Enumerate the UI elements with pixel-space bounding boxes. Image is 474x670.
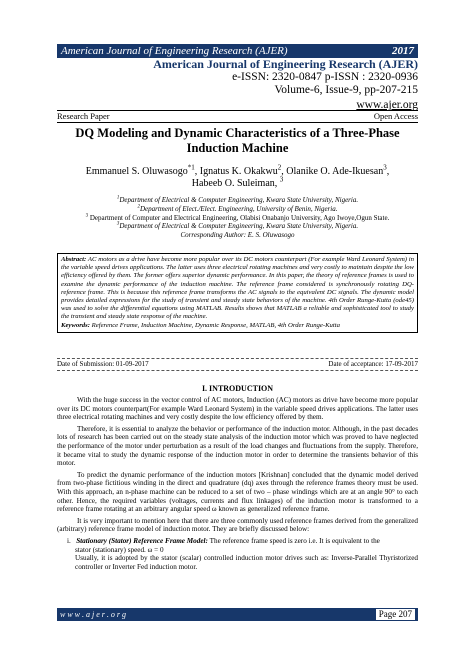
journal-title: American Journal of Engineering Research (AJER) <box>153 57 418 71</box>
body-text <box>57 384 418 571</box>
dates-section <box>57 358 418 371</box>
issn: e-ISSN: 2320-0847 p-ISSN : 2320-0936 <box>232 71 418 83</box>
paragraph: It is very important to mention here that there are three commonly used reference frames derived from the generalized (arbitrary) reference frame model of induction motor. They are briefly discussed below: <box>57 516 418 534</box>
submission-date: Date of Submission: 01-09-2017 <box>57 360 149 368</box>
equation-line: stator (stationary) speed. ω = 0 <box>75 545 164 554</box>
affiliation-3: $^3$ Department of Computer and Electrical Engineering, Olabisi Onabanjo University, Ago Iwoye,Ogun State. <box>85 213 390 222</box>
author-list: Emmanuel S. Oluwasogo$^{*1}$, Ignatus K. Okakwu$^2$, Olanike O. Ade-Ikuesan$^3$, Habeeb O. Suleiman, $^3$ <box>85 163 390 189</box>
keywords <box>61 322 414 330</box>
abstract-text: AC motors as a drive have become more popular over its DC motors counterpart (For example Ward Leonard System) in the variable speed drives applications. The latter uses three electrical rotating machines and very costly to maintain despite the low efficiency offered by them. The former offers superior dynamic performance. In this paper, the theory of reference frames is used to examine the dynamic performance of the induction machine. The reference frame considered is synchronously rotating DQ-reference frame. This is because this reference frame transforms the AC signals to the equivalent DC signals. The dynamic model provides detailed expressions for the study of transient and steady state behaviors of the machine. 4th Order Runge-Kutta (ode45) was used to solve the differential equations using MATLAB. Results shows that MATLAB a reliable and sophisticated tool to study the transient and steady state response of the machine. <box>61 256 414 321</box>
access-type: Open Access <box>373 111 418 121</box>
abstract-box <box>57 253 418 333</box>
keywords-label: Keywords: <box>61 321 90 329</box>
journal-banner-year: 2017 <box>392 45 414 57</box>
paragraph: Therefore, it is essential to analyze the behavior or performance of the induction motor. Although, in the past decades lots of research has been carried out on the steady state analysis of the induction motor which was proved to have neglected the performance of the motor under perturbation as a result of the load changes and fluctuations from the supply. Therefore, it became vital to study the dynamic response of the induction motor in order to determine the transients behavior of this motor. <box>57 424 418 468</box>
affiliations <box>57 196 418 240</box>
paragraph: With the huge success in the vector control of AC motors, Induction (AC) motors as drive have become more popular over its DC motors counterpart(For example Ward Leonard System) in the variable speed drives applications. The latter uses three electrical rotating machines and very costly despite the low efficiency offered by them. <box>57 396 418 422</box>
paper-type-bar <box>57 110 418 123</box>
page-number: Page 207 <box>376 609 415 620</box>
abstract-label: Abstract: <box>61 256 87 263</box>
affiliation-1: $^1$Department of Electrical & Computer Engineering, Kwara State University, Nigeria. <box>116 195 359 204</box>
paper-type: Research Paper <box>57 111 110 121</box>
divider <box>57 370 418 371</box>
list-item-title: Stationary (Stator) Reference Frame Model: <box>76 536 208 545</box>
journal-banner <box>57 44 418 58</box>
page-footer <box>57 608 418 621</box>
affiliation-4: $^3$Department of Electrical & Computer Engineering, Kwara State University, Nigeria. <box>116 222 359 231</box>
volume-info: Volume-6, Issue-9, pp-207-215 <box>274 84 418 96</box>
paper-title: DQ Modeling and Dynamic Characteristics of a Three-Phase Induction Machine <box>75 126 400 155</box>
journal-website-link[interactable]: www.ajer.org <box>356 99 418 111</box>
paragraph: Usually, it is adopted by the stator (scalar) controlled induction motor drives such as: Inverse-Parallel Thyristorized controller or Inverter Fed induction motor. <box>75 554 418 571</box>
paragraph: To predict the dynamic performance of the induction motors [Krishnan] concluded that the dynamic model derived from two-phase fictitious winding in the direct and quadrature (dq) axes through the reference frames theory must be used. With this approach, an n-phase machine can be reduced to a set of two – phase windings which are at an angle 90° to each other. Hence, the required variables (voltages, currents and flux linkages) of the induction motor is transformed to a reference frame rotating at an arbitrary angular speed ω known as generalized reference frame. <box>57 470 418 514</box>
corresponding-author: Corresponding Author: E. S. Oluwasogo <box>180 231 295 240</box>
keywords-text: Reference Frame, Induction Machine, Dynamic Response, MATLAB, 4th Order Runge-Kutta <box>91 321 340 329</box>
list-item: i. Stationary (Stator) Reference Frame Model: The reference frame speed is zero i.e. It is equivalent to the <box>67 536 380 545</box>
journal-banner-title: American Journal of Engineering Research (AJER) <box>61 45 288 57</box>
affiliation-2: $^2$Department of Elect./Elect. Engineering, University of Benin, Nigeria. <box>137 204 338 213</box>
section-heading: I. INTRODUCTION <box>201 384 274 393</box>
journal-info <box>153 58 418 112</box>
footer-website: w w w . a j e r . o r g <box>60 610 127 619</box>
acceptance-date: Date of acceptance: 17-09-2017 <box>328 360 418 368</box>
